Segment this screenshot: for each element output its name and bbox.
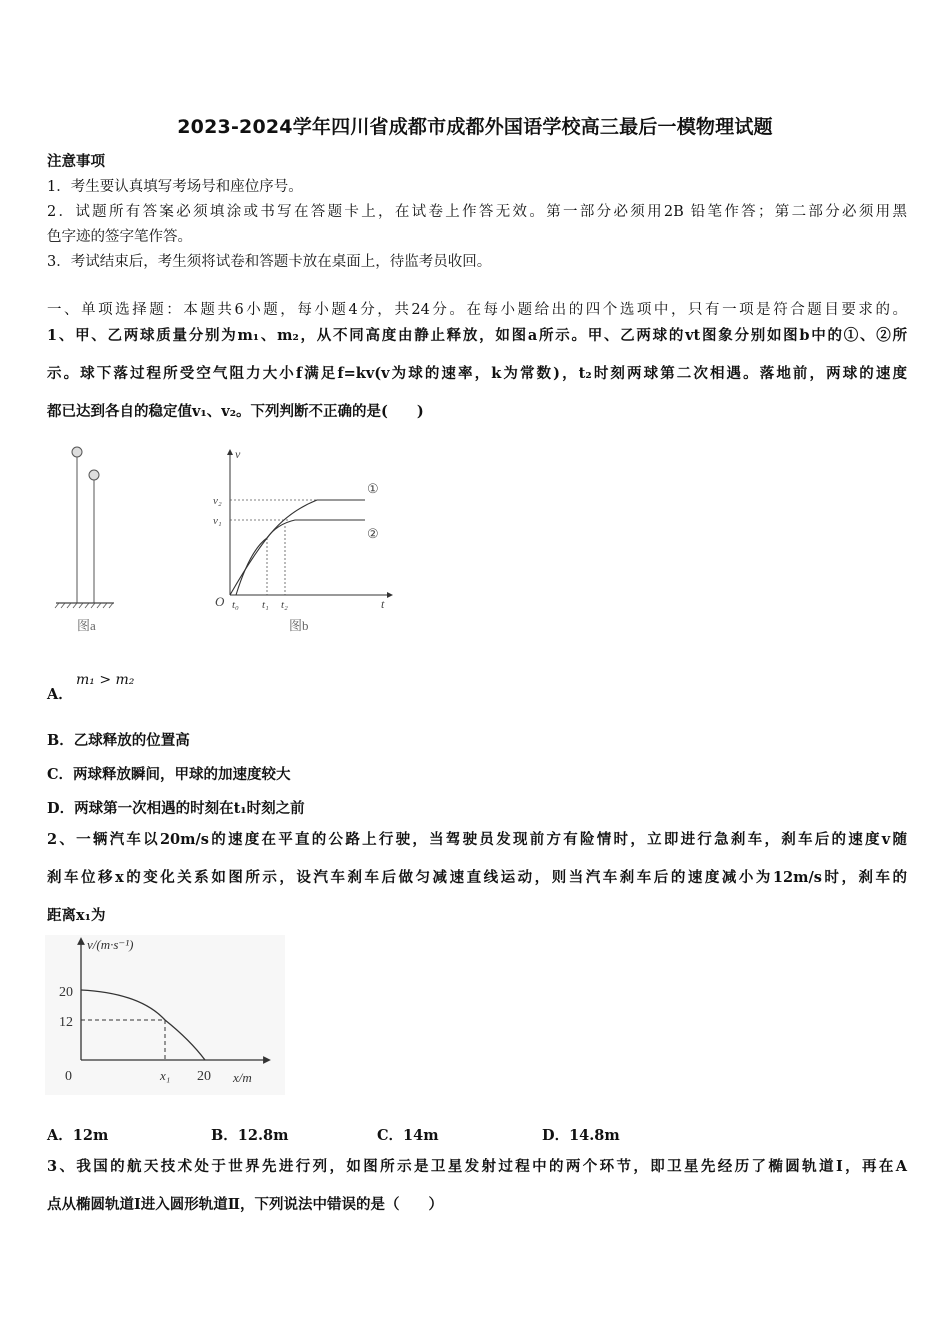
t0-label: t₀ xyxy=(232,599,239,611)
q2-option-a xyxy=(47,1124,108,1145)
page-title: 2023-2024学年四川省成都市成都外国语学校高三最后一模物理试题 xyxy=(177,116,773,138)
v1-label: v₁ xyxy=(213,515,222,527)
notice-item: 色字迹的签字笔作答。 xyxy=(47,229,192,245)
ball-a xyxy=(72,447,82,457)
q1-text: 都已达到各自的稳定值v₁、v₂。下列判断不正确的是( ) xyxy=(47,403,424,420)
t-axis-label: t xyxy=(381,597,385,611)
q2-text: 距离x₁为 xyxy=(47,907,106,924)
option-letter: D． xyxy=(47,800,75,817)
q1-option-d xyxy=(47,797,305,818)
fig-b-caption: 图b xyxy=(289,618,309,633)
fig-a-caption: 图a xyxy=(77,618,96,633)
figure-b xyxy=(205,440,405,640)
notice-heading: 注意事项 xyxy=(47,153,105,170)
option-letter: C． xyxy=(377,1127,404,1144)
q2-option-d xyxy=(542,1124,620,1145)
q3-text: 3、我国的航天技术处于世界先进行列，如图所示是卫星发射过程中的两个环节，即卫星先经历了椭圆轨道Ⅰ，再在A xyxy=(47,1158,907,1175)
q1-option-a-text: m₁ > m₂ xyxy=(76,672,135,688)
x1-label: x₁ xyxy=(160,1068,171,1083)
curve-2-label: ② xyxy=(367,526,379,541)
option-text: 14m xyxy=(403,1127,439,1144)
option-letter: D． xyxy=(542,1127,570,1144)
option-letter: B． xyxy=(47,732,74,749)
origin-label: 0 xyxy=(65,1069,72,1084)
t2-label: t₂ xyxy=(281,599,288,611)
q1-option-c xyxy=(47,763,291,784)
option-text: 两球释放瞬间，甲球的加速度较大 xyxy=(73,766,291,783)
ground-hatch xyxy=(55,603,113,608)
notice-item: 2．试题所有答案必须填涂或书写在答题卡上，在试卷上作答无效。第一部分必须用2B 铅笔作答；第二部分必须用黑 xyxy=(47,204,907,220)
option-letter: C． xyxy=(47,766,74,783)
q1-text: 1、甲、乙两球质量分别为m₁、m₂，从不同高度由静止释放，如图a所示。甲、乙两球的vt图象分别如图b中的①、②所 xyxy=(47,327,907,344)
q2-option-c xyxy=(377,1124,439,1145)
section-heading: 一、单项选择题：本题共6小题，每小题4分，共24分。在每小题给出的四个选项中，只有一项是符合题目要求的。 xyxy=(47,302,907,318)
curve-1-label: ① xyxy=(367,481,379,496)
option-letter: B． xyxy=(211,1127,238,1144)
notice-item: 3．考试结束后，考生须将试卷和答题卡放在桌面上，待监考员收回。 xyxy=(47,254,492,270)
notice-item: 1．考生要认真填写考场号和座位序号。 xyxy=(47,179,303,195)
option-letter: A． xyxy=(47,1127,73,1144)
option-text: 两球第一次相遇的时刻在t₁时刻之前 xyxy=(74,800,305,817)
curve-2 xyxy=(236,520,365,595)
curve-1 xyxy=(230,500,365,595)
q1-text: 示。球下落过程所受空气阻力大小f满足f=kv(v为球的速率，k为常数)，t₂时刻两球第二次相遇。落地前，两球的速度 xyxy=(47,365,907,382)
q1-option-b xyxy=(47,729,190,750)
q3-text: 点从椭圆轨道Ⅰ进入圆形轨道Ⅱ，下列说法中错误的是（ ） xyxy=(47,1196,444,1213)
x-axis-label: x/m xyxy=(233,1070,252,1085)
y20-label: 20 xyxy=(59,985,73,1000)
q2-text: 刹车位移x的变化关系如图所示，设汽车刹车后做匀减速直线运动，则当汽车刹车后的速度减小为12m/s时，刹车的 xyxy=(47,869,907,886)
v-axis-label: v xyxy=(235,447,241,461)
t1-label: t₁ xyxy=(262,599,269,611)
option-text: 14.8m xyxy=(569,1127,620,1144)
q2-option-b xyxy=(211,1124,288,1145)
v2-label: v₂ xyxy=(213,495,222,507)
y-axis-label: v/(m·s⁻¹) xyxy=(87,937,134,952)
q2-figure xyxy=(45,935,285,1095)
option-text: 12m xyxy=(72,1127,109,1144)
q1-option-a-letter: A． xyxy=(47,686,73,703)
q2-text: 2、一辆汽车以20m/s的速度在平直的公路上行驶，当驾驶员发现前方有险情时，立即进行急刹车，刹车后的速度v随 xyxy=(47,831,907,848)
option-text: 12.8m xyxy=(237,1127,289,1144)
origin-label: O xyxy=(215,594,225,609)
option-text: 乙球释放的位置高 xyxy=(73,732,190,749)
figure-a xyxy=(50,440,130,640)
x20-label: 20 xyxy=(197,1069,211,1084)
ball-b xyxy=(89,470,99,480)
y12-label: 12 xyxy=(59,1015,73,1030)
